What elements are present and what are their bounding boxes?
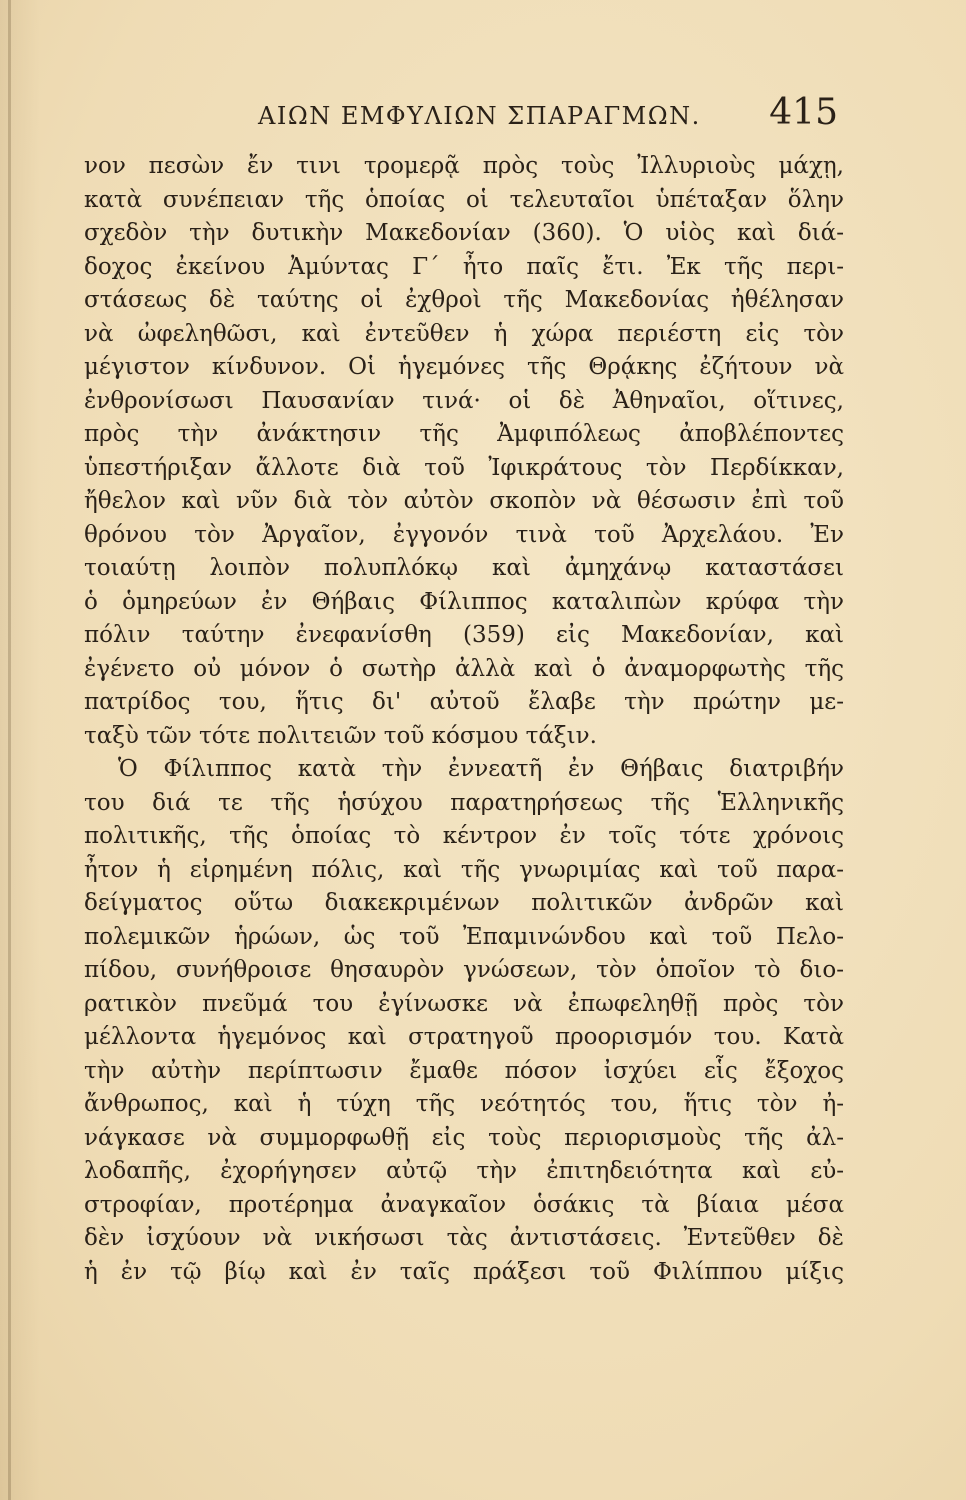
text-line-paragraph-start: Ὁ Φίλιππος κατὰ τὴν ἐννεατῆ ἐν Θήβαις διατριβήν (118, 756, 844, 782)
text-line: ρατικὸν πνεῦμά του ἐγίνωσκε νὰ ἐπωφεληθῇ πρὸς τὸν (84, 990, 844, 1017)
text-line: ὑπεστήριξαν ἄλλοτε διὰ τοῦ Ἰφικράτους τὸν Περδίκκαν, (84, 454, 844, 481)
text-line: μέγιστον κίνδυνον. Οἱ ἡγεμόνες τῆς Θρᾴκης ἐζήτουν νὰ (84, 354, 844, 380)
page-header (258, 92, 838, 142)
text-line: σχεδὸν τὴν δυτικὴν Μακεδονίαν (360). Ὁ υἱὸς καὶ διά- (84, 220, 844, 246)
text-line: νὰ ὠφεληθῶσι, καὶ ἐντεῦθεν ἡ χώρα περιέστη εἰς τὸν (84, 320, 844, 347)
text-line: δοχος ἐκείνου Ἀμύντας Γ΄ ἦτο παῖς ἔτι. Ἐκ τῆς περι- (84, 253, 844, 280)
text-line: πολεμικῶν ἡρώων, ὡς τοῦ Ἐπαμινώνδου καὶ τοῦ Πελο- (84, 923, 844, 950)
text-line: πρὸς τὴν ἀνάκτησιν τῆς Ἀμφιπόλεως ἀποβλέποντες (84, 421, 844, 447)
text-line: ἦτον ἡ εἰρημένη πόλις, καὶ τῆς γνωριμίας καὶ τοῦ παρα- (84, 856, 844, 883)
text-line: ἤθελον καὶ νῦν διὰ τὸν αὐτὸν σκοπὸν νὰ θέσωσιν ἐπὶ τοῦ (84, 488, 844, 514)
text-line: του διά τε τῆς ἡσύχου παρατηρήσεως τῆς Ἑλληνικῆς (84, 789, 844, 816)
text-line: πίδου, συνήθροισε θησαυρὸν γνώσεων, τὸν ὁποῖον τὸ διο- (84, 957, 844, 983)
text-line: θρόνου τὸν Ἀργαῖον, ἐγγονόν τινὰ τοῦ Ἀρχελάου. Ἐν (84, 521, 844, 548)
text-line: ὁ ὁμηρεύων ἐν Θήβαις Φίλιππος καταλιπὼν κρύφα τὴν (84, 588, 844, 615)
running-head: ΑΙΩΝ ΕΜΦΥΛΙΩΝ ΣΠΑΡΑΓΜΩΝ. (258, 102, 701, 130)
text-line-paragraph-end: ταξὺ τῶν τότε πολιτειῶν τοῦ κόσμου τάξιν. (84, 722, 597, 749)
text-line: δὲν ἰσχύουν νὰ νικήσωσι τὰς ἀντιστάσεις. Ἐντεῦθεν δὲ (84, 1225, 844, 1251)
page-spine-shadow (8, 0, 11, 1500)
text-line: πόλιν ταύτην ἐνεφανίσθη (359) εἰς Μακεδονίαν, καὶ (84, 622, 844, 648)
text-line: τὴν αὐτὴν περίπτωσιν ἔμαθε πόσον ἰσχύει εἷς ἔξοχος (84, 1057, 844, 1084)
body-text (84, 150, 844, 1289)
text-line: πολιτικῆς, τῆς ὁποίας τὸ κέντρον ἐν τοῖς τότε χρόνοις (84, 823, 844, 849)
text-line: στροφίαν, προτέρημα ἀναγκαῖον ὁσάκις τὰ βίαια μέσα (84, 1191, 844, 1218)
text-line: ἄνθρωπος, καὶ ἡ τύχη τῆς νεότητός του, ἥτις τὸν ἠ- (84, 1091, 844, 1117)
text-line: λοδαπῆς, ἐχορήγησεν αὐτῷ τὴν ἐπιτηδειότητα καὶ εὐ- (84, 1158, 844, 1184)
text-line: στάσεως δὲ ταύτης οἱ ἐχθροὶ τῆς Μακεδονίας ἠθέλησαν (84, 287, 844, 313)
text-line: νάγκασε νὰ συμμορφωθῇ εἰς τοὺς περιορισμοὺς τῆς ἀλ- (84, 1124, 844, 1151)
text-line: δείγματος οὕτω διακεκριμένων πολιτικῶν ἀνδρῶν καὶ (84, 890, 844, 916)
page-number: 415 (769, 92, 838, 133)
text-line: ἡ ἐν τῷ βίῳ καὶ ἐν ταῖς πράξεσι τοῦ Φιλίππου μίξις (84, 1258, 844, 1285)
text-line: ἐνθρονίσωσι Παυσανίαν τινά· οἱ δὲ Ἀθηναῖοι, οἵτινες, (84, 387, 844, 414)
text-line: κατὰ συνέπειαν τῆς ὁποίας οἱ τελευταῖοι ὑπέταξαν ὅλην (84, 186, 844, 213)
text-line: ἐγένετο οὐ μόνον ὁ σωτὴρ ἀλλὰ καὶ ὁ ἀναμορφωτὴς τῆς (84, 655, 844, 682)
text-line: πατρίδος του, ἥτις δι' αὐτοῦ ἔλαβε τὴν πρώτην με- (84, 689, 844, 715)
text-line: τοιαύτῃ λοιπὸν πολυπλόκῳ καὶ ἀμηχάνῳ καταστάσει (84, 555, 844, 581)
text-line: μέλλοντα ἡγεμόνος καὶ στρατηγοῦ προορισμόν του. Κατὰ (84, 1024, 844, 1050)
text-line: νον πεσὼν ἔν τινι τρομερᾷ πρὸς τοὺς Ἰλλυριοὺς μάχῃ, (84, 153, 844, 179)
